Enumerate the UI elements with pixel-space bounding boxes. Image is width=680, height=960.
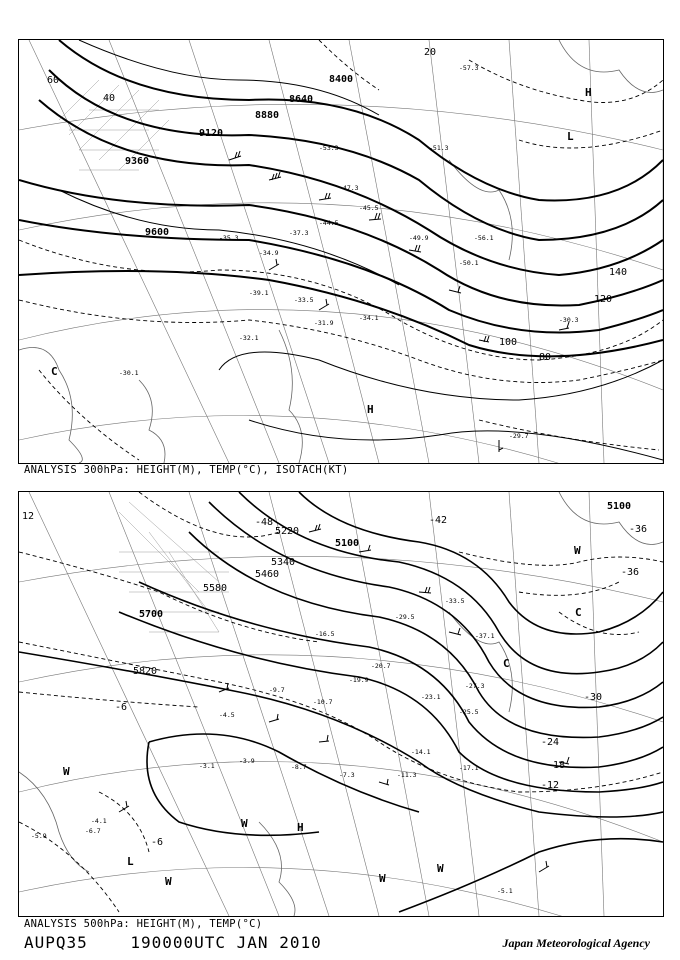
pressure-center: H (297, 821, 304, 834)
agency-name: Japan Meteorological Agency (502, 936, 650, 950)
temp-value: -31.9 (314, 319, 334, 327)
station-value: -4.5 (219, 711, 235, 719)
pressure-center-group (63, 544, 582, 888)
hatch-area (119, 502, 229, 632)
height-label: 5700 (139, 609, 164, 620)
temp-value: -34.1 (359, 314, 379, 322)
height-label: 9120 (199, 128, 224, 139)
station-value: -20.7 (371, 662, 391, 670)
height-label: 5340 (271, 557, 296, 568)
station-value: -19.9 (349, 676, 369, 684)
station-value: -8.7 (291, 763, 307, 771)
station-value: -33.5 (445, 597, 465, 605)
pressure-center: W (379, 872, 386, 885)
height-label-group (125, 74, 353, 238)
pressure-center: W (63, 765, 70, 778)
isotach-label: 120 (594, 294, 613, 305)
temp-value: -53.3 (319, 144, 339, 152)
temp-value: -51.3 (429, 144, 449, 152)
height-label: 8400 (329, 74, 354, 85)
height-label: 5220 (275, 526, 300, 537)
pressure-center: W (437, 862, 444, 875)
map-panel-300hpa (18, 39, 664, 464)
temp-value: -33.5 (294, 296, 314, 304)
caption-300hpa: ANALYSIS 300hPa: HEIGHT(M), TEMP(°C), ISOTACH(KT) (24, 464, 349, 476)
isotherm-label: -48 (255, 517, 274, 528)
pressure-center: C (503, 657, 510, 670)
station-value: -5.1 (497, 887, 513, 895)
station-value: -27.3 (465, 682, 485, 690)
isotherm-label: 12 (22, 511, 35, 522)
temp-value: -35.3 (219, 234, 239, 242)
height-label: 5820 (133, 666, 158, 677)
temp-value: -50.1 (459, 259, 479, 267)
temp-value: -37.3 (289, 229, 309, 237)
temp-value: -30.1 (119, 369, 139, 377)
station-value: -3.1 (199, 762, 215, 770)
pressure-center: W (574, 544, 581, 557)
pressure-center: H (585, 86, 592, 99)
map-300hpa-svg (19, 40, 663, 463)
station-value: -5.9 (31, 832, 47, 840)
isotherm-label: -42 (429, 515, 448, 526)
station-value: -6.7 (85, 827, 101, 835)
isotach-label: 60 (47, 75, 60, 86)
height-label: 5100 (607, 501, 632, 512)
temp-value: -29.7 (509, 432, 529, 440)
temp-value: -30.3 (559, 316, 579, 324)
station-value: -25.5 (459, 708, 479, 716)
pressure-center: W (241, 817, 248, 830)
isotherm-label: -6 (115, 702, 128, 713)
temp-value: -47.3 (339, 184, 359, 192)
isotherm-label: -36 (621, 567, 640, 578)
isotach-label: 100 (499, 337, 518, 348)
isotherm-contours (19, 40, 663, 460)
temp-value: -34.9 (259, 249, 279, 257)
pressure-center: C (51, 365, 58, 378)
station-value: -37.1 (475, 632, 495, 640)
station-value: -29.5 (395, 613, 415, 621)
temp-value: -39.1 (249, 289, 269, 297)
temp-value: -44.5 (319, 219, 339, 227)
isotherm-label: -18 (547, 760, 566, 771)
height-contours (19, 40, 663, 356)
station-value: -4.1 (91, 817, 107, 825)
station-value: -11.3 (397, 771, 417, 779)
pressure-center: L (127, 855, 134, 868)
isotherm-label-group (22, 511, 647, 848)
station-value: -10.7 (313, 698, 333, 706)
pressure-center: W (165, 875, 172, 888)
temp-value-group (119, 64, 579, 440)
map-panel-500hpa (18, 491, 664, 917)
height-label: 8640 (289, 94, 314, 105)
isotherm-label: -12 (541, 780, 560, 791)
height-label: 9360 (125, 156, 150, 167)
station-value-group (31, 597, 513, 895)
graticule (19, 40, 663, 463)
wind-barbs (119, 524, 569, 872)
isotherm-label: -30 (584, 692, 603, 703)
temp-value: -45.5 (359, 204, 379, 212)
station-value: -16.5 (315, 630, 335, 638)
isotach-label: 40 (103, 93, 116, 104)
isotach-label: 20 (424, 47, 437, 58)
coastline (19, 40, 663, 463)
map-500hpa-svg (19, 492, 663, 916)
height-label: 5580 (203, 583, 228, 594)
isotherm-label: -36 (629, 524, 648, 535)
temp-value: -56.1 (474, 234, 494, 242)
temp-value: -32.1 (239, 334, 259, 342)
temp-value: -49.9 (409, 234, 429, 242)
height-label: 8880 (255, 110, 280, 121)
pressure-center: L (567, 130, 574, 143)
chart-code-datetime: AUPQ35 190000UTC JAN 2010 (24, 933, 322, 952)
isotherm-label: -6 (151, 837, 164, 848)
height-label: 5460 (255, 569, 280, 580)
station-value: -7.3 (339, 771, 355, 779)
isotach-label: 80 (539, 352, 552, 363)
pressure-center: H (367, 403, 374, 416)
station-value: -3.9 (239, 757, 255, 765)
station-value: -9.7 (269, 686, 285, 694)
caption-500hpa: ANALYSIS 500hPa: HEIGHT(M), TEMP(°C) (24, 918, 263, 930)
isotach-label: 140 (609, 267, 628, 278)
height-label: 5100 (335, 538, 360, 549)
station-value: -23.1 (421, 693, 441, 701)
isotherm-label: -24 (541, 737, 560, 748)
pressure-center: C (575, 606, 582, 619)
temp-value: -57.3 (459, 64, 479, 72)
station-value: -17.1 (459, 764, 479, 772)
height-label: 9600 (145, 227, 170, 238)
station-value: -14.1 (411, 748, 431, 756)
